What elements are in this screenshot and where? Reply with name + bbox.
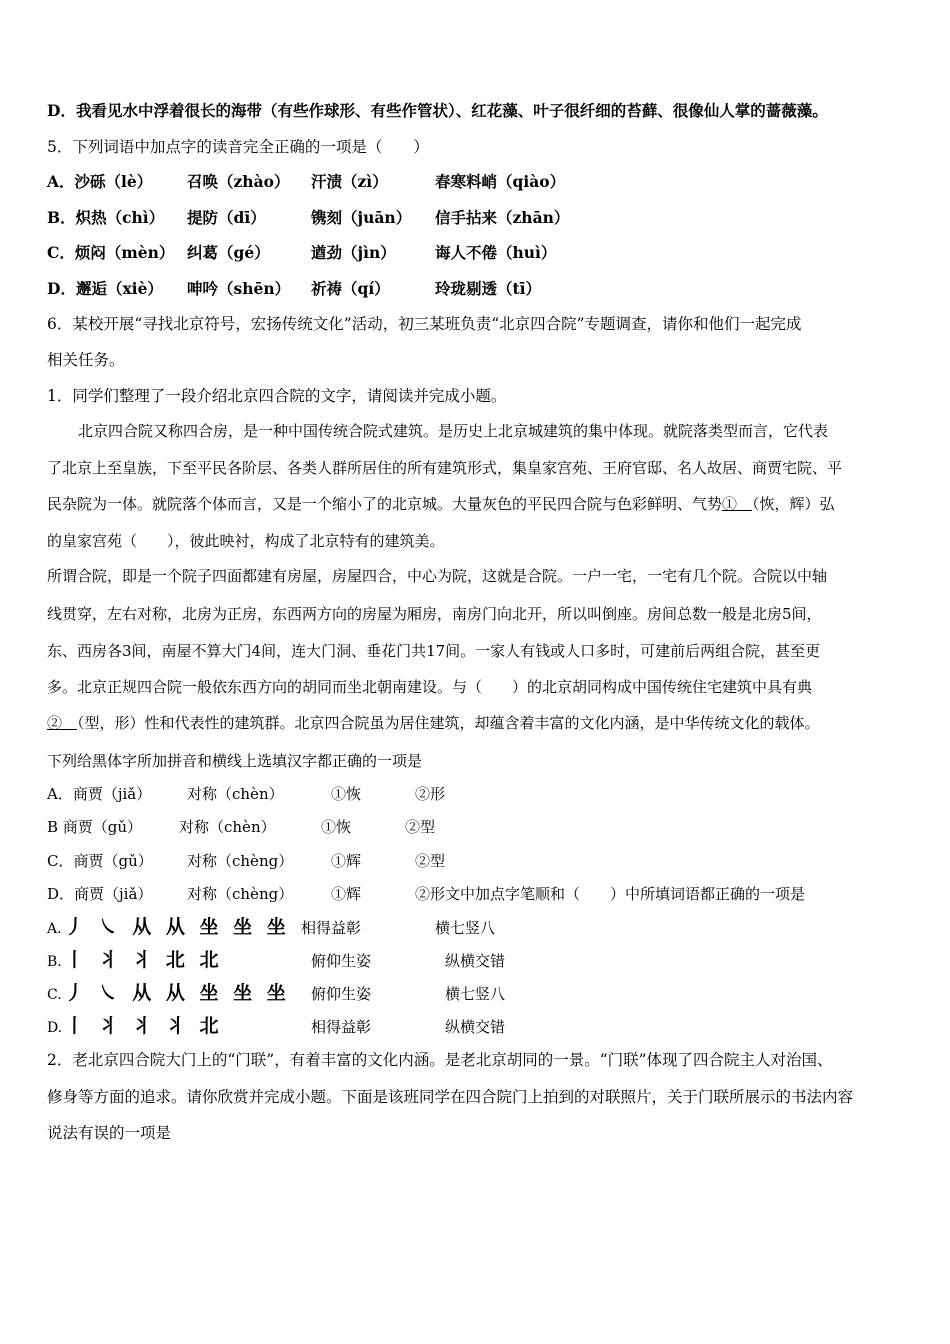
q5-option-d: D．邂逅（xiè） 呻吟（shēn） 祈祷（qí） 玲珑剔透（tī） <box>47 279 542 298</box>
q6-opt1-c: C．商贾（gǔ） 对称（chèng） ①辉 ②型 <box>47 852 446 870</box>
q6-opt1-d: D．商贾（jiǎ） 对称（chèng） ①辉 ②形文中加点字笔顺和（ ）中所填词语都正确的一项是 <box>47 885 806 903</box>
passage-line-8: 多。北京正规四合院一般依东西方向的胡同而坐北朝南建设。与（ ）的北京胡同构成中国传统住宅建筑中具有典 <box>47 678 813 696</box>
passage-line-5: 所谓合院，即是一个院子四面都建有房屋，房屋四合，中心为院，这就是合院。一户一宅，一宅有几个院。合院以中轴 <box>47 567 828 585</box>
q6-sub2-line3: 说法有误的一项是 <box>47 1124 172 1142</box>
q6-opt2-a: A. 丿 ㇏ 从 从 坐 坐 坐 相得益彰 横七竖八 <box>47 916 496 938</box>
q6-question-1: 下列给黑体字所加拼音和横线上选填汉字都正确的一项是 <box>47 752 423 770</box>
blank-2: ② <box>47 714 78 732</box>
q4-option-d: D．我看见水中浮着很长的海带（有些作球形、有些作管状）、红花藻、叶子很纤细的苔藓、很像仙人掌的蔷薇藻。 <box>47 101 828 120</box>
q6-stem-line1: 6．某校开展“寻找北京符号，宏扬传统文化”活动，初三某班负责“北京四合院”专题调查，请你和他们一起完成 <box>47 315 802 333</box>
q6-sub2-line2: 修身等方面的追求。请你欣赏并完成小题。下面是该班同学在四合院门上拍到的对联照片，关于门联所展示的书法内容 <box>47 1088 854 1106</box>
passage-line-1: 北京四合院又称四合房，是一种中国传统合院式建筑。是历史上北京城建筑的集中体现。就院落类型而言，它代表 <box>78 422 829 440</box>
passage-line-3: 民杂院为一体。就院落个体而言，又是一个缩小了的北京城。大量灰色的平民四合院与色彩鲜明、气势① （恢，辉）弘 <box>47 495 835 513</box>
passage-line-6: 线贯穿，左右对称，北房为正房，东西两方向的房屋为厢房，南房门向北开，所以叫倒座。房间总数一般是北房5间， <box>47 605 822 623</box>
passage-line-2: 了北京上至皇族，下至平民各阶层、各类人群所居住的所有建筑形式，集皇家宫苑、王府官邸、名人故居、商贾宅院、平 <box>47 459 843 477</box>
blank-1: ① <box>722 495 753 513</box>
q6-sub1-intro: 1．同学们整理了一段介绍北京四合院的文字，请阅读并完成小题。 <box>47 387 507 405</box>
q5-option-c: C．烦闷（mèn） 纠葛（gé） 遒劲（jìn） 诲人不倦（huì） <box>47 243 557 262</box>
q5-stem: 5．下列词语中加点字的读音完全正确的一项是（ ） <box>47 138 429 156</box>
stroke-order-c: 丿 ㇏ 从 从 坐 坐 坐 <box>65 982 290 1004</box>
stroke-order-a: 丿 ㇏ 从 从 坐 坐 坐 <box>65 916 290 938</box>
stroke-order-d: 丨 丬 丬 丬 北 <box>65 1015 223 1037</box>
q6-opt2-d: D. 丨 丬 丬 丬 北 相得益彰 纵横交错 <box>47 1015 506 1037</box>
q6-stem-line2: 相关任务。 <box>47 351 125 369</box>
passage-line-7: 东、西房各3间，南屋不算大门4间，连大门洞、垂花门共17间。一家人有钱或人口多时，可建前后两组合院，甚至更 <box>47 642 821 660</box>
passage-line-9: ② （型，形）性和代表性的建筑群。北京四合院虽为居住建筑，却蕴含着丰富的文化内涵，是中华传统文化的载体。 <box>47 714 820 732</box>
q6-opt1-a: A．商贾（jiǎ） 对称（chèn） ①恢 ②形 <box>47 785 446 803</box>
q5-option-a: A．沙砾（lè） 召唤（zhào） 汗渍（zì） 春寒料峭（qiào） <box>47 172 566 191</box>
q6-opt2-c: C. 丿 ㇏ 从 从 坐 坐 坐 俯仰生姿 横七竖八 <box>47 982 506 1004</box>
passage-line-4: 的皇家宫苑（ ），彼此映衬，构成了北京特有的建筑美。 <box>47 532 445 550</box>
q6-opt2-b: B. 丨 丬 丬 北 北 俯仰生姿 纵横交错 <box>47 949 506 971</box>
q5-option-b: B．炽热（chì） 提防（dī） 镌刻（juān） 信手拈来（zhān） <box>47 208 570 227</box>
q6-opt1-b: B 商贾（gǔ） 对称（chèn） ①恢 ②型 <box>47 818 436 836</box>
stroke-order-b: 丨 丬 丬 北 北 <box>65 949 223 971</box>
q6-sub2-line1: 2．老北京四合院大门上的“门联”，有着丰富的文化内涵。是老北京胡同的一景。“门联”体现了四合院主人对治国、 <box>47 1051 833 1069</box>
